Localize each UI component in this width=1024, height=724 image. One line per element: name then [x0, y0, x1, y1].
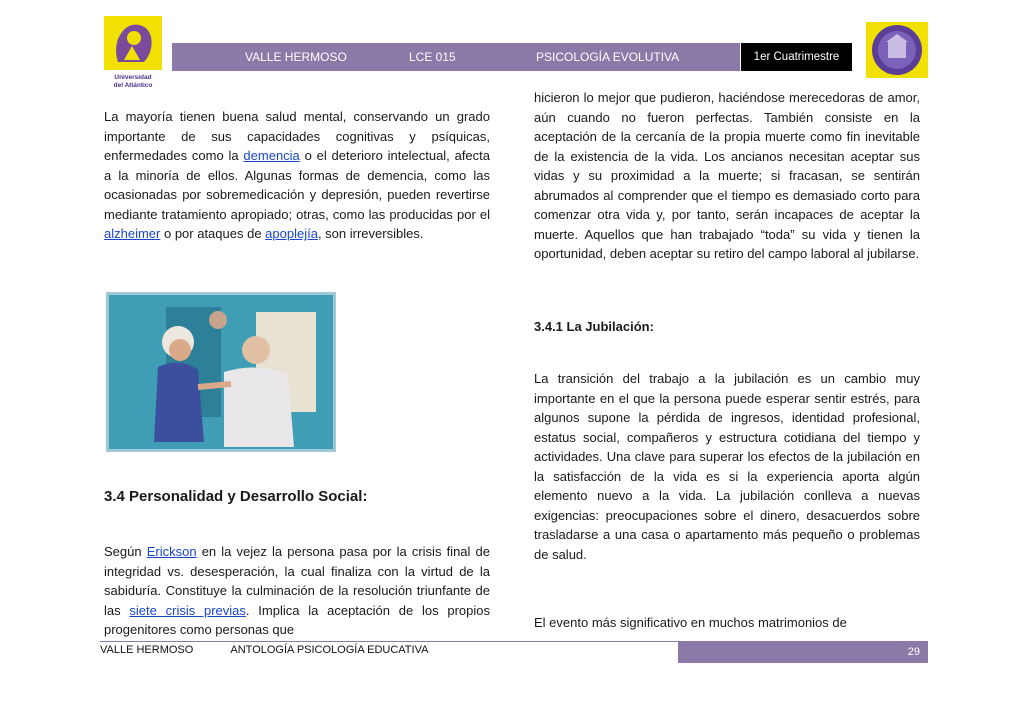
page-number: 29 [907, 646, 920, 658]
paragraph-text: La transición del trabajo a la jubilación es un cambio muy importante en el que la persona puede esperar sentir estrés, para algunos supone la pérdida de ingresos, identidad profesional, estatus social, compañeros y estructura cotidiana del tiempo y actividades. Una clave para superar los efectos de la jubilación en la satisfacción de la vida es si la experiencia aporta algún elemento nuevo a la vida. La jubilación conlleva a nuevas exigencias: preocupaciones sobre el dinero, desacuerdos sobre trasladarse a una casa o apartamento más pequeño o problemas de salud. [534, 371, 920, 562]
link-siete-crisis-previas[interactable]: siete crisis previas [129, 602, 246, 618]
header-subject: PSICOLOGÍA EVOLUTIVA [536, 50, 680, 64]
left-paragraph-2 [104, 542, 490, 640]
text-run: o por ataques de [160, 226, 266, 241]
section-heading-personalidad: 3.4 Personalidad y Desarrollo Social: [104, 488, 368, 505]
text-run: . Implica la aceptación de los propios progenitores como personas que [104, 602, 490, 637]
text-run: en la vejez la persona pasa por la crisis final de integridad vs. desesperación, la cual finaliza con la virtud de la sabiduría. Constituye la culminación de la resolución triunfante de las [104, 544, 490, 618]
svg-text:Universidad: Universidad [114, 74, 152, 81]
paragraph-text: El evento más significativo en muchos matrimonios de [534, 615, 847, 630]
paragraph-text: hicieron lo mejor que pudieron, haciéndose merecedoras de amor, aún cuando no fueron perfectas. También consiste en la aceptación de la cercanía de la propia muerte como fin inevitable de la existencia de la vida. Los ancianos necesitan aceptar sus vidas y su proximidad a la muerte; si fracasan, se sentirán abrumados al comprender que el tiempo es demasiado corto para comenzar otra vida y, por tanto, serán incapaces de aceptar la muerte. Aquellos que han trabajado “toda” su vida y tienen la oportunidad, deben aceptar su retiro del campo laboral al jubilarse. [534, 90, 920, 261]
footer-page-bar [678, 642, 928, 663]
header-term: 1er Cuatrimestre [741, 43, 852, 71]
link-alzheimer[interactable]: alzheimer [104, 226, 161, 241]
right-paragraph-2 [534, 369, 920, 564]
header-bar [172, 43, 740, 71]
link-erickson[interactable]: Erickson [146, 544, 197, 559]
text-run: , son irreversibles. [317, 226, 424, 241]
university-logo [104, 16, 162, 94]
elderly-couple-dancing-photo [106, 292, 336, 452]
link-apoplejia[interactable]: apoplejía [265, 226, 318, 241]
footer-title: ANTOLOGÍA PSICOLOGÍA EDUCATIVA [230, 644, 429, 656]
right-paragraph-3 [534, 613, 920, 633]
footer-text [100, 644, 428, 656]
footer-campus: VALLE HERMOSO [100, 644, 194, 656]
text-run: La mayoría tienen buena salud mental, conservando un grado importante de sus capacidades cognitivas y psíquicas, enfermedades como la [104, 109, 490, 163]
header-code: LCE 015 [409, 50, 456, 64]
text-run: Según [104, 544, 147, 559]
section-heading-jubilacion: 3.4.1 La Jubilación: [534, 319, 654, 334]
link-demencia[interactable]: demencia [243, 148, 300, 163]
left-paragraph-1 [104, 107, 490, 244]
header-campus: VALLE HERMOSO [245, 50, 347, 64]
institution-seal-logo [866, 22, 928, 78]
right-paragraph-1 [534, 88, 920, 264]
text-run: o el deterioro intelectual, afecta a la minoría de ellos. Algunas formas de demencia, como las ocasionadas por sobremedicación y depresión, pueden revertirse mediante tratamiento apropiado; otras, como las producidas por el [104, 148, 491, 222]
svg-text:del Atlántico: del Atlántico [113, 82, 153, 89]
